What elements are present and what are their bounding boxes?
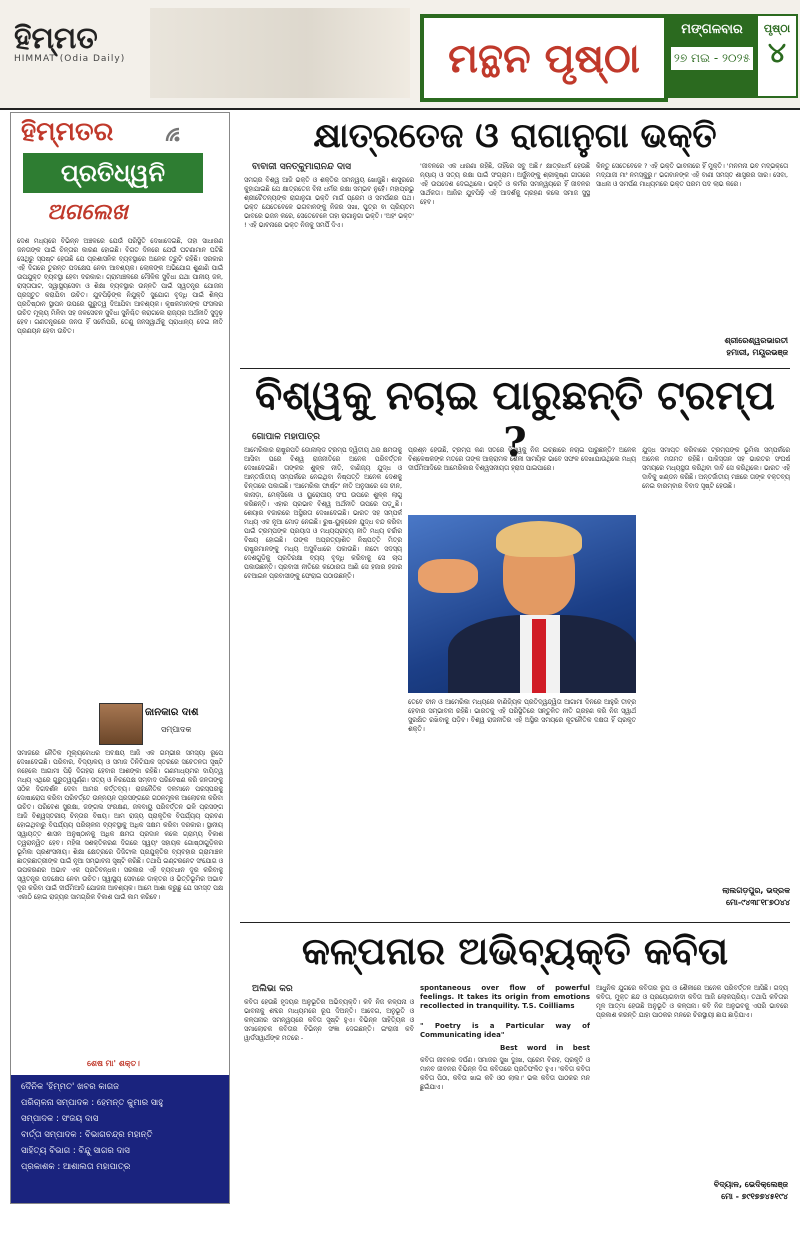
trump-photo bbox=[408, 515, 636, 693]
article1-col2: 'ଜୀବନରେ ଏକ ଧାରଣା ରହିଛି, ତାହିଁରେ ସବୁ ଅଛି।' କ୍ଷାତ୍ରଧର୍ମ ହେଉଛି ନ୍ୟାୟ ଓ ସତ୍ୟ ରକ୍ଷା ପାଇଁ ସଂଗ୍ରାମ। ଅର୍ଜୁନଙ୍କୁ ଶ୍ରୀକୃଷ୍ଣ ଗୀତାରେ ଏହି ଉପଦେଶ ଦେଇଥିଲେ। ଭକ୍ତି ଓ କର୍ମର ସମନ୍ୱୟରେ ହିଁ ଜୀବନର ସାର୍ଥକତା। ଆଜିର ଯୁବପିଢ଼ି ଏହି ଆଦର୍ଶକୁ ଗ୍ରହଣ କଲେ ସମାଜ ସୁସ୍ଥ ହେବ। bbox=[420, 163, 590, 206]
article3-quote2: " Poetry is a Particular way of Communicating idea" bbox=[420, 1022, 590, 1039]
article2-col2: ପ୍ରଶ୍ନ ହେଉଛି, ଟ୍ରମ୍ପ କଣ ସତରେ ବିଶ୍ୱକୁ ନିଜ ଇଚ୍ଛାରେ ନଚାଇ ପାରୁଛନ୍ତି? ଅନେକ ବିଶ୍ଳେଷକଙ୍କ ମତରେ ତାଙ୍କ ଆକ୍ରାମକ ଶୈଳୀ ସାମୟିକ ଭାବେ ସଫଳ ଦେଖାଯାଉଥିଲେ ମଧ୍ୟ ଦୀର୍ଘମିଆଦିରେ ଆମେରିକାର ବିଶ୍ୱସନୀୟତା ହ୍ରାସ ପାଇପାରେ। bbox=[408, 447, 636, 472]
column-body-bottom: ସମାଜରେ ନୈତିକ ମୂଲ୍ୟବୋଧର ଅବକ୍ଷୟ ଆଜି ଏକ ଗମ୍ଭୀର ସମସ୍ୟା ରୂପେ ଦେଖାଦେଇଛି। ପରିବାର, ବିଦ୍ୟାଳୟ ଓ ସମାଜ ତିନିଟିଯାକ ସ୍ତରରେ ସଚେତନତା ସୃଷ୍ଟି ନହେଲେ ଆଗାମୀ ପିଢ଼ି ଦିଗହରା ହେବାର ଆଶଙ୍କା ରହିଛି। ଗଣମାଧ୍ୟମର ଦାୟିତ୍ୱ ମଧ୍ୟ ଏଥିରେ ଗୁରୁତ୍ୱପୂର୍ଣ୍ଣ। ସତ୍ୟ ଓ ନିରପେକ୍ଷ ସମ୍ବାଦ ପରିବେଷଣ କରି ଜନତାଙ୍କୁ ସଠିକ ଦିଗଦର୍ଶନ ଦେବା ଆମର କର୍ତ୍ତବ୍ୟ। ରାଜନୈତିକ ଦଳମାନେ ପରସ୍ପରକୁ ଦୋଷାରୋପ କରିବା ପରିବର୍ତ୍ତେ ଉନ୍ନୟନ ପ୍ରସଙ୍ଗରେ ଗଠନମୂଳକ ଆଲୋଚନା କରିବା ଉଚିତ। ପରିବେଶ ସୁରକ୍ଷା, ଜଙ୍ଗଲ ସଂରକ୍ଷଣ, ଜଳବାୟୁ ପରିବର୍ତ୍ତନ ଭଳି ପ୍ରସଙ୍ଗ ଆଜି ବିଶ୍ୱସ୍ତରୀୟ ଚିନ୍ତାର ବିଷୟ। ଆମ ରାଜ୍ୟ ପ୍ରାକୃତିକ ବିପର୍ଯ୍ୟୟ ପ୍ରବଣ ହୋଇଥିବାରୁ ବିପର୍ଯ୍ୟୟ ପରିଚାଳନା ବ୍ୟବସ୍ଥାକୁ ଅଧିକ ସକ୍ଷମ କରିବା ଦରକାର। ସ୍ଥାନୀୟ ସ୍ୱାୟତ୍ତ ଶାସନ ଅନୁଷ୍ଠାନକୁ ଅଧିକ କ୍ଷମତା ପ୍ରଦାନ କଲେ ଗ୍ରାମ୍ୟ ବିକାଶ ତ୍ୱରାନ୍ୱିତ ହେବ। ମହିଳା ସଶକ୍ତିକରଣ ଦିଗରେ ସ୍ୱୟଂ ସହାୟକ ଗୋଷ୍ଠୀଗୁଡ଼ିକର ଭୂମିକା ପ୍ରଶଂସନୀୟ। ଶିକ୍ଷା କ୍ଷେତ୍ରରେ ଡିଜିଟାଲ ପ୍ରଯୁକ୍ତିର ବ୍ୟବହାର ଗ୍ରାମାଞ୍ଚଳ ଛାତ୍ରଛାତ୍ରୀଙ୍କ ପାଇଁ ନୂଆ ସମ୍ଭାବନା ସୃଷ୍ଟି କରିଛି। ତଥାପି ଇଣ୍ଟରନେଟ ସଂଯୋଗ ଓ ଉପକରଣର ଅଭାବ ଏକ ପ୍ରତିବନ୍ଧକ। ସରକାର ଏହି ବ୍ୟବଧାନ ଦୂର କରିବାକୁ ସ୍ୱତନ୍ତ୍ର ପଦକ୍ଷେପ ନେବା ଉଚିତ। ସ୍ୱାସ୍ଥ୍ୟ ସେବାରେ ଡାକ୍ତର ଓ ଭିତ୍ତିଭୂମିର ଅଭାବ ଦୂର କରିବା ପାଇଁ ଦୀର୍ଘମିଆଦି ଯୋଜନା ଆବଶ୍ୟକ। ଆମେ ଆଶା କରୁଛୁ ଯେ ସମସ୍ତ ପକ୍ଷ ଏକାଠି ହୋଇ ରାଜ୍ୟର ସାମଗ୍ରିକ ବିକାଶ ପାଇଁ କାମ କରିବେ। bbox=[17, 750, 223, 901]
newspaper-logo: ହିମ୍ମତ HIMMAT (Odia Daily) bbox=[14, 21, 126, 64]
author-photo bbox=[99, 703, 143, 745]
page-number-box: ପୃଷ୍ଠା ୪ bbox=[756, 14, 798, 98]
article2-signature-phone: ମୋ-୯୪୩୮୧୮୭୦୪୪ bbox=[726, 898, 790, 907]
article1-signature: ଶ୍ରୀରେଶ୍ୱରଭାରତୀ bbox=[724, 336, 788, 345]
article3-quote3: Best word in best bbox=[500, 1044, 590, 1052]
pen-decoration-image bbox=[150, 8, 410, 98]
article3-col1: କବିତା ହେଉଛି ହୃଦୟର ଅନୁଭୂତିର ଅଭିବ୍ୟକ୍ତି। କବି ନିଜ କଳ୍ପନା ଓ ଭାବନାକୁ ଶବ୍ଦର ମାଧ୍ୟମରେ ରୂପ ଦିଅନ୍ତି। ଆବେଗ, ଅନୁଭୂତି ଓ କଳ୍ପନାର ସମନ୍ୱୟରେ କବିତା ସୃଷ୍ଟି ହୁଏ। ବିଭିନ୍ନ ସାହିତ୍ୟିକ ଓ ସମାଲୋଚକ କବିତାର ବିଭିନ୍ନ ସଂଜ୍ଞା ଦେଇଛନ୍ତି। ଇଂରାଜୀ କବି ୱାର୍ଡସୱାର୍ଥଙ୍କ ମତରେ - bbox=[244, 999, 414, 1042]
article2-col-bottom: ତେବେ ଚୀନ ଓ ଆମେରିକା ମଧ୍ୟରେ ବାଣିଜ୍ୟିକ ପ୍ରତିଦ୍ୱନ୍ଦ୍ୱିତା ଆଗାମୀ ଦିନରେ ଆହୁରି ତୀବ୍ର ହେବାର ସମ୍ଭାବନା ରହିଛି। ଭାରତକୁ ଏହି ପରିସ୍ଥିତିରେ ସନ୍ତୁଳିତ ନୀତି ଗ୍ରହଣ କରି ନିଜ ସ୍ୱାର୍ଥ ସୁରକ୍ଷିତ ରଖିବାକୁ ପଡ଼ିବ। ବିଶ୍ୱ ରାଜନୀତିର ଏହି ଅସ୍ଥିର ସମୟରେ କୂଟନୈତିକ ଦକ୍ଷତା ହିଁ ପ୍ରକୃତ ଶକ୍ତି। bbox=[408, 699, 636, 733]
article3-signature-phone: ମୋ - ୭୯୧୭୭୪୫୧୯୪ bbox=[721, 1192, 788, 1201]
divider bbox=[240, 368, 790, 369]
page-title: ମନ୍ଥନ ପୃଷ୍ଠା bbox=[420, 14, 668, 102]
continued-note: ଶେଷ ମା' ଶକ୍ତ। bbox=[87, 1059, 140, 1068]
broadcast-icon bbox=[161, 119, 191, 149]
article3-headline: କଳ୍ପନାର ଅଭିବ୍ୟକ୍ତି କବିତା bbox=[301, 928, 729, 973]
article3-col3: ଆଧୁନିକ ଯୁଗରେ କବିତାର ରୂପ ଓ ଶୈଳୀରେ ଅନେକ ପରିବର୍ତ୍ତନ ଆସିଛି। ଗଦ୍ୟ କବିତା, ମୁକ୍ତ ଛନ୍ଦ ଓ ପ୍ରୟୋଗବାଦୀ କବିତା ଆଜି ଲୋକପ୍ରିୟ। ତଥାପି କବିତାର ମୂଳ ଆତ୍ମା ହେଉଛି ଅନୁଭୂତି ଓ କଳ୍ପନା। କବି ନିଜ ଅନୁଭବକୁ ଏପରି ଭାବରେ ପ୍ରକାଶ କରନ୍ତି ଯାହା ପାଠକର ମନରେ ଚିରସ୍ଥାୟୀ ଛାପ ଛାଡ଼ିଯାଏ। bbox=[596, 985, 788, 1019]
article3-byline: ଅଲିଭା କର bbox=[252, 984, 293, 994]
editorial-column bbox=[10, 112, 230, 1204]
article1-byline: ବାବାଜୀ ସନତ୍କୁମାରାନନ୍ଦ ଦାସ bbox=[252, 162, 352, 172]
article2-signature-place: ଲାଲଗଡ଼ପୁର, ଭଦ୍ରକ bbox=[722, 886, 790, 895]
article2-headline: ବିଶ୍ୱକୁ ନଚାଇ ପାରୁଛନ୍ତି ଟ୍ରମ୍ପ ? bbox=[255, 372, 775, 466]
article2-byline: ଗୋପାଳ ମହାପାତ୍ର bbox=[252, 432, 320, 442]
article3-quote1: spontaneous over flow of powerful feelings. It takes its origin from emotions recollected in tranquility. T.S. Coilliams bbox=[420, 984, 590, 1010]
column-brand: ହିମ୍ମତର ପ୍ରତିଧ୍ୱନି ଅଗଲେଖ bbox=[11, 113, 229, 231]
article3-signature-place: ବିଦ୍ୟାଳ, ଭେଦିକ୍ଲେଞ୍ଜ bbox=[713, 1180, 788, 1189]
author-name: ଜାନକାର ଦାଶ bbox=[145, 707, 199, 718]
date-box bbox=[665, 14, 759, 98]
article1-col1: ସମଗ୍ର ବିଶ୍ୱ ଆଜି ଭକ୍ତି ଓ ଶକ୍ତିର ସମନ୍ୱୟ ଖୋଜୁଛି। ଶାସ୍ତ୍ରରେ କୁହାଯାଇଛି ଯେ କ୍ଷାତ୍ରତେଜ ବିନା ଧର୍ମର ରକ୍ଷା ସମ୍ଭବ ନୁହେଁ। ମହାପ୍ରଭୁ ଶ୍ରୀଚୈତନ୍ୟଙ୍କ ରାଗାନୁଗା ଭକ୍ତି ମାର୍ଗ ପ୍ରେମ ଓ ସମର୍ପଣର ପଥ। ଭକ୍ତ ଯେତେବେଳେ ଭଗବାନଙ୍କୁ ନିଜର ସଖା, ପୁତ୍ର ବା ପ୍ରିୟତମ ଭାବରେ ଭଜନ କରେ, ସେତେବେଳେ ତାହା ରାଗାନୁଗା ଭକ୍ତି। 'ଅହଂ ଭକ୍ତ' ! ଏହି ଭାବନାରେ ଭକ୍ତ ନିଜକୁ ସମର୍ପି ଦିଏ। bbox=[244, 177, 414, 229]
article1-signature-place: ହମାରୀ, ମୟୂରଭଞ୍ଜ bbox=[726, 348, 788, 357]
author-role: ସମ୍ପାଦକ bbox=[161, 725, 192, 734]
divider bbox=[240, 922, 790, 923]
article3-col2: କବିତା ଜୀବନର ଦର୍ପଣ। ସମାଜର ସୁଖ ଦୁଃଖ, ପ୍ରେମ ବିରହ, ପ୍ରକୃତି ଓ ମାନବ ଜୀବନର ବିଭିନ୍ନ ଦିଗ କବିତାରେ ପ୍ରତିଫଳିତ ହୁଏ। 'କବିତା କବିତା କବିତା ପିଠା, କବିତା ଖାଇ କବି ଓଠ ଲାଲ।' ଭଲ କବିତା ପାଠକର ମନ ଛୁଇଁଯାଏ। bbox=[420, 1057, 590, 1091]
column-body-top: ଦେଶ ମଧ୍ୟରେ ବିଭିନ୍ନ ଅଞ୍ଚଳରେ ଯେଉଁ ପରିସ୍ଥିତି ଦେଖାଦେଇଛି, ତାହା ସାଧାରଣ ଜନତାଙ୍କ ପାଇଁ ଚିନ୍ତାର କାରଣ ହୋଇଛି। ବିଗତ ଦିନରେ ଯେଉଁ ଘଟଣାମାନ ଘଟିଛି ସେଥିରୁ ସ୍ପଷ୍ଟ ହେଉଛି ଯେ ପ୍ରଶାସନିକ ବ୍ୟବସ୍ଥାରେ ଅନେକ ତ୍ରୁଟି ରହିଛି। ସରକାର ଏହି ଦିଗରେ ତୁରନ୍ତ ପଦକ୍ଷେପ ନେବା ଆବଶ୍ୟକ। ଲୋକଙ୍କ ଅଭିଯୋଗ ଶୁଣାଣି ପାଇଁ ଉପଯୁକ୍ତ ବ୍ୟବସ୍ଥା ହେବା ଦରକାର। ଗ୍ରାମାଞ୍ଚଳରେ ମୌଳିକ ସୁବିଧା ଯଥା ପାନୀୟ ଜଳ, ରାସ୍ତାଘାଟ, ସ୍ୱାସ୍ଥ୍ୟସେବା ଓ ଶିକ୍ଷା ବ୍ୟବସ୍ଥାର ଉନ୍ନତି ପାଇଁ ସ୍ୱତନ୍ତ୍ର ଯୋଜନା ପ୍ରସ୍ତୁତ କରାଯିବା ଉଚିତ। ଯୁବପିଢ଼ିଙ୍କ ନିଯୁକ୍ତି ସୁଯୋଗ ବୃଦ୍ଧି ପାଇଁ ଶିଳ୍ପ ପ୍ରତିଷ୍ଠାନ ସ୍ଥାପନ ଉପରେ ଗୁରୁତ୍ୱ ଦିଆଯିବା ଆବଶ୍ୟକ। କୃଷକମାନଙ୍କ ଫସଲର ଉଚିତ ମୂଲ୍ୟ ମିଳିବା ସହ ଜଳସେଚନ ସୁବିଧା ସୁନିଶ୍ଚିତ କରାଗଲେ ରାଜ୍ୟର ଅର୍ଥନୀତି ସୁଦୃଢ଼ ହେବ। ଗଣତନ୍ତ୍ରରେ ଜନତା ହିଁ ସର୍ବୋପରି, ତେଣୁ ଜନସ୍ୱାର୍ଥକୁ ପ୍ରାଧାନ୍ୟ ଦେଇ ନୀତି ପ୍ରଣୟନ ହେବା ଉଚିତ। bbox=[17, 238, 223, 335]
article2-col3: ଯୁଦ୍ଧ ସମାପ୍ତ କରିବାରେ ଟ୍ରମ୍ପଙ୍କ ଭୂମିକା ସମ୍ପର୍କରେ ଅନେକ ମତାମତ ରହିଛି। ପାକିସ୍ତାନ ସହ ଭାରତର ସଂଘର୍ଷ ସମୟରେ ମଧ୍ୟସ୍ଥତା କରିଥିବା ଦାବି ସେ କରିଥିଲେ। ଭାରତ ଏହି ଦାବିକୁ ଖଣ୍ଡନ କରିଛି। ଅନ୍ତର୍ଜାତୀୟ ମଞ୍ଚରେ ତାଙ୍କ ବକ୍ତବ୍ୟ ନେଇ ବାରମ୍ବାର ବିବାଦ ସୃଷ୍ଟି ହେଉଛି। bbox=[642, 447, 790, 490]
article1-headline: କ୍ଷାତ୍ରତେଜ ଓ ରାଗାନୁଗା ଭକ୍ତି bbox=[313, 116, 717, 156]
credits-box: ଦୈନିକ 'ହିମ୍ମତ' ଖବର କାଗଜ ପରିଚାଳନା ସମ୍ପାଦକ : ହେମନ୍ତ କୁମାର ସାହୁ ସମ୍ପାଦକ : ସଂଜୟ ଦାସ ବାର୍ତ୍ତା ସମ୍ପାଦକ : ବିଭାଗଚନ୍ଦ୍ର ମହାନ୍ତି ସାହିତ୍ୟ ବିଭାଗ : ବିନ୍ଦୁ ସାଗର ଦାସ ପ୍ରକାଶକ : ଆଶାଲତା ମହାପାତ୍ର bbox=[11, 1075, 229, 1203]
date-label: ୨୭ ମଇ - ୨୦୨୫ bbox=[671, 47, 753, 70]
masthead bbox=[0, 0, 800, 110]
article2-col1: ଆମେରିକାର ରାଷ୍ଟ୍ରପତି ଡୋନାଲ୍ଡ ଟ୍ରମ୍ପ ଦ୍ୱିତୀୟ ଥର କ୍ଷମତାକୁ ଆସିବା ପରେ ବିଶ୍ୱ ରାଜନୀତିରେ ଅନେକ ପରିବର୍ତ୍ତନ ଦେଖାଦେଇଛି। ତାଙ୍କର ଶୁଳ୍କ ନୀତି, ବାଣିଜ୍ୟ ଯୁଦ୍ଧ ଓ ଆନ୍ତର୍ଜାତୀୟ ସମ୍ପର୍କରେ ନେଇଥିବା ନିଷ୍ପତ୍ତି ଅନେକ ଦେଶକୁ ଚିନ୍ତାରେ ପକାଇଛି। 'ଆମେରିକା ଫାର୍ଷ୍ଟ' ନୀତି ଅନୁସାରେ ସେ ଚୀନ, କାନାଡ଼ା, ମେକ୍ସିକୋ ଓ ୟୁରୋପୀୟ ସଂଘ ଉପରେ ଶୁଳ୍କ ଲାଗୁ କରିଛନ୍ତି। ଏହାର ପ୍ରଭାବ ବିଶ୍ୱ ଅର୍ଥନୀତି ଉପରେ ପଡ଼ୁଛି। ଶେୟାର ବଜାରରେ ଅସ୍ଥିରତା ଦେଖାଦେଇଛି। ଭାରତ ସହ ସମ୍ପର୍କ ମଧ୍ୟ ଏକ ନୂଆ ମୋଡ଼ ନେଇଛି। ରୁଷ-ୟୁକ୍ରେନ ଯୁଦ୍ଧ ବନ୍ଦ କରିବା ପାଇଁ ଟ୍ରମ୍ପଙ୍କ ପ୍ରୟାସ ଓ ମଧ୍ୟପ୍ରାଚ୍ୟ ନୀତି ମଧ୍ୟ ଚର୍ଚ୍ଚାର ବିଷୟ ହୋଇଛି। ତାଙ୍କ ଅପ୍ରତ୍ୟାଶିତ ନିଷ୍ପତ୍ତି ମିତ୍ର ରାଷ୍ଟ୍ରମାନଙ୍କୁ ମଧ୍ୟ ଅସୁବିଧାରେ ପକାଉଛି। ନାଟୋ ସଦସ୍ୟ ଦେଶଗୁଡ଼ିକୁ ପ୍ରତିରକ୍ଷା ବ୍ୟୟ ବୃଦ୍ଧି କରିବାକୁ ସେ ଚାପ ପକାଉଛନ୍ତି। ପ୍ରବାସୀ ନୀତିରେ କଠୋରତା ଆଣି ସେ ହଜାର ହଜାର ବେଆଇନ ପ୍ରବାସୀଙ୍କୁ ଫେରାଇ ପଠାଉଛନ୍ତି। bbox=[244, 447, 402, 580]
article1-col3: କିନ୍ତୁ ସେତେବେଳେ ? ଏହି ଭକ୍ତି ଭାବନାରେ ହିଁ ମୁକ୍ତି। 'ମନମନା ଭବ ମଦ୍ଭକ୍ତୋ ମଦ୍ଯାଜୀ ମାଂ ନମସ୍କୁରୁ।' ଭଗବାନଙ୍କ ଏହି ବାଣୀ ସମସ୍ତ ଶାସ୍ତ୍ରର ସାର। ସେବା, ସାଧନା ଓ ସମର୍ପଣ ମାଧ୍ୟମରେ ଭକ୍ତ ପରମ ପଦ ଲାଭ କରେ। bbox=[596, 163, 788, 188]
day-label: ମଙ୍ଗଳବାର bbox=[681, 22, 743, 37]
